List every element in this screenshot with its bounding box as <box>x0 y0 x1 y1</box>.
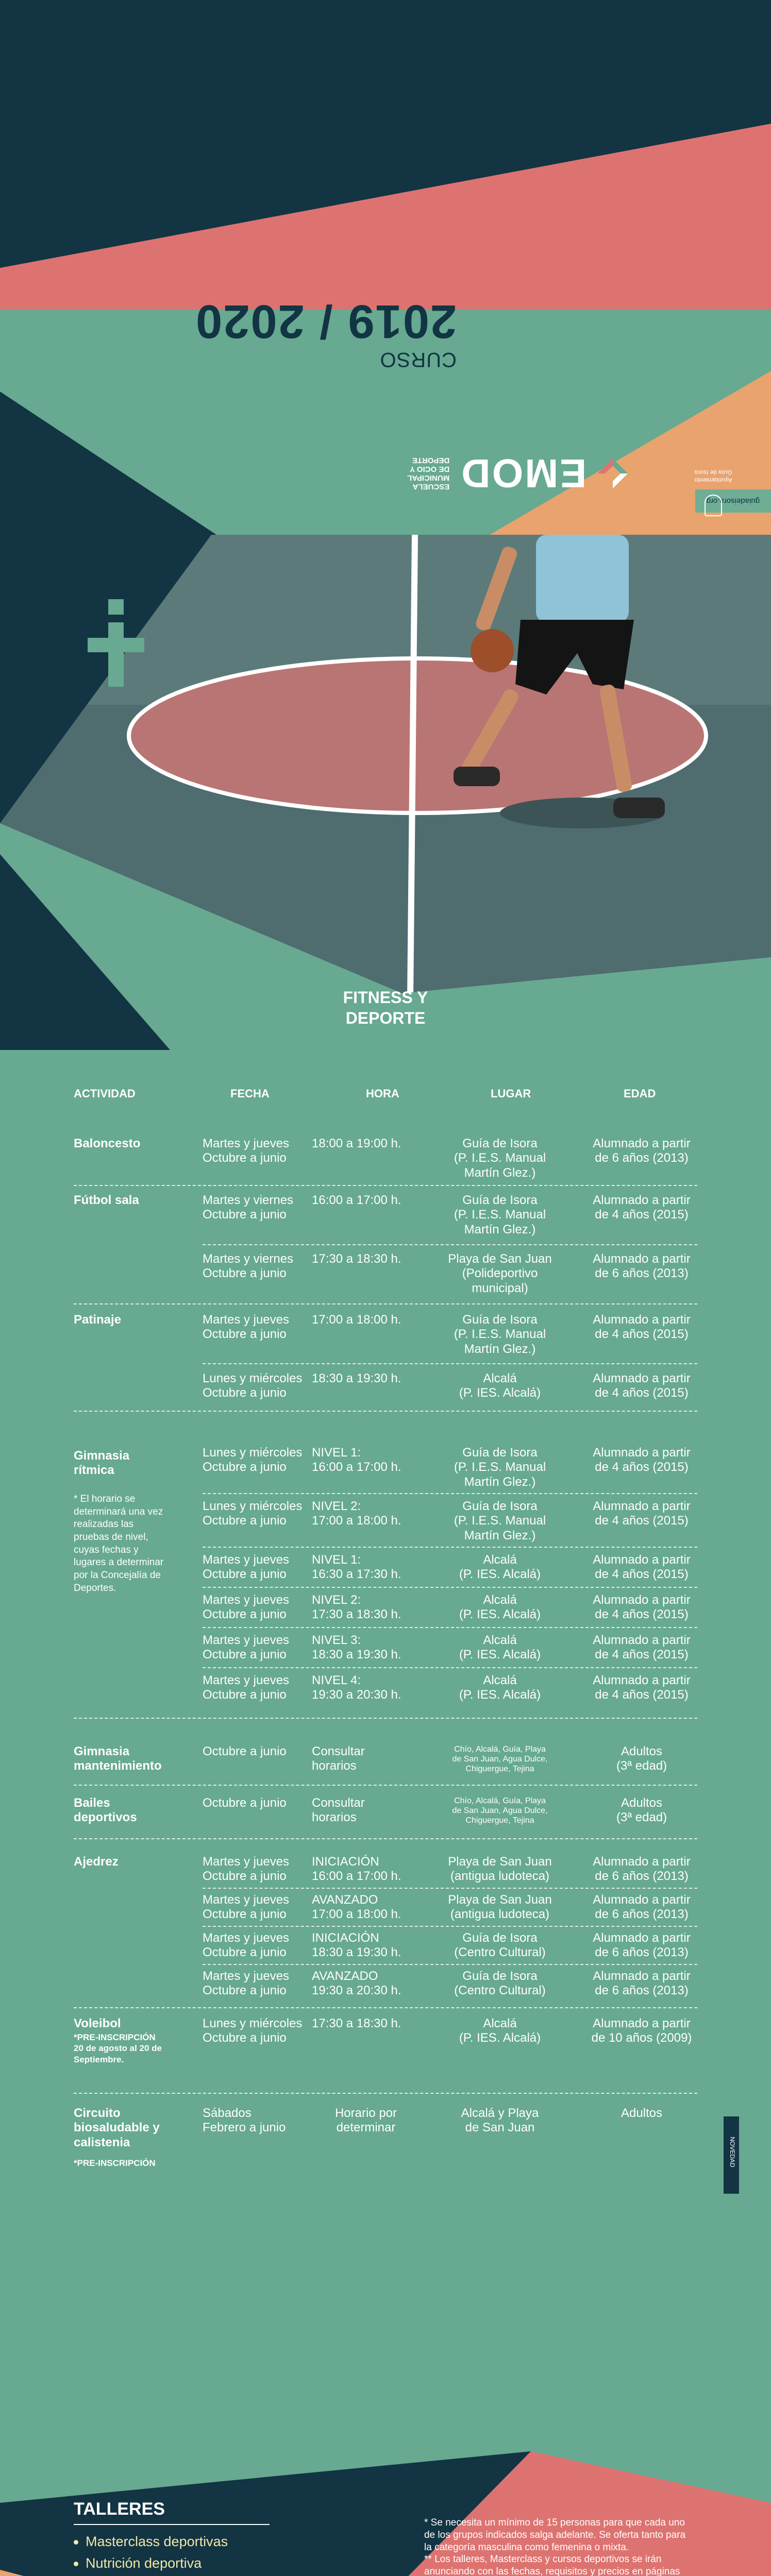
crest-icon <box>705 495 722 516</box>
activity-time: 16:00 a 17:00 h. <box>312 1193 401 1207</box>
activity-date: Martes y viernes Octubre a junio <box>203 1252 294 1281</box>
activity-name: Circuito biosaludable y calistenia <box>74 2106 160 2149</box>
activity-place: Guía de Isora (P. I.E.S. Manual Martín Glez.) <box>454 1137 546 1180</box>
activity-place: Guía de Isora (Centro Cultural) <box>454 1969 546 1998</box>
activity-time: 18:00 a 19:00 h. <box>312 1137 401 1150</box>
activity-place: Playa de San Juan (antigua ludoteca) <box>448 1855 552 1884</box>
talleres-title: TALLERES <box>74 2499 165 2519</box>
cover-section <box>0 0 771 535</box>
activity-age: Alumnado a partir de 6 años (2013) <box>593 1252 691 1281</box>
cover-url-tag: guiadeisora.org <box>695 489 771 513</box>
activity-age: Alumnado a partir de 4 años (2015) <box>593 1553 691 1582</box>
cover-logo-word: EMOD <box>460 451 587 496</box>
activity-age: Alumnado a partir de 4 años (2015) <box>593 1633 691 1662</box>
activity-name: Gimnasia mantenimiento <box>74 1744 162 1773</box>
row-divider <box>74 1411 697 1412</box>
row-divider <box>203 1964 697 1965</box>
activity-place: Alcalá (P. IES. Alcalá) <box>459 1553 541 1582</box>
section-title <box>0 987 771 1028</box>
activity-place: Chío, Alcalá, Guía, Playa de San Juan, Agua Dulce, Chiguergue, Tejina <box>452 1745 548 1774</box>
activity-time: NIVEL 3: 18:30 a 19:30 h. <box>312 1633 401 1662</box>
activity-place: Guía de Isora (P. I.E.S. Manual Martín Glez.) <box>454 1499 546 1543</box>
activity-place: Alcalá (P. IES. Alcalá) <box>459 1673 541 1702</box>
activity-date: Martes y jueves Octubre a junio <box>203 1593 290 1622</box>
list-item <box>74 2555 202 2571</box>
activity-date: Lunes y miércoles Octubre a junio <box>203 1499 303 1528</box>
activity-age: Adultos (3ª edad) <box>616 1744 667 1773</box>
curso-label: CURSO <box>379 348 457 371</box>
header-hora: HORA <box>366 1087 399 1100</box>
activity-date: Martes y viernes Octubre a junio <box>203 1193 294 1222</box>
activity-age: Alumnado a partir de 6 años (2013) <box>593 1931 691 1960</box>
activity-age: Alumnado a partir de 10 años (2009) <box>591 2016 692 2045</box>
activity-age: Adultos (3ª edad) <box>616 1796 667 1825</box>
activity-time: 17:30 a 18:30 h. <box>312 1252 401 1266</box>
row-divider <box>203 1587 697 1588</box>
activity-place: Playa de San Juan (Polideportivo municipal) <box>448 1252 552 1295</box>
activity-place: Alcalá (P. IES. Alcalá) <box>459 1371 541 1400</box>
talleres-section <box>0 2451 771 2576</box>
activity-date: Lunes y miércoles Octubre a junio <box>203 2016 303 2045</box>
activity-date: Octubre a junio <box>203 1744 287 1758</box>
cover-logo-sub <box>407 456 449 492</box>
emod-logo-icon <box>597 457 629 489</box>
activity-place: Chío, Alcalá, Guía, Playa de San Juan, Agua Dulce, Chiguergue, Tejina <box>452 1797 548 1825</box>
activity-date: Sábados Febrero a junio <box>203 2106 286 2135</box>
header-edad: EDAD <box>624 1087 656 1100</box>
activity-date: Martes y jueves Octubre a junio <box>203 1137 290 1165</box>
activity-note: *PRE-INSCRIPCIÓN <box>74 2158 156 2168</box>
row-divider <box>74 1185 697 1186</box>
activity-date: Lunes y miércoles Octubre a junio <box>203 1446 303 1475</box>
activity-age: Alumnado a partir de 6 años (2013) <box>593 1137 691 1165</box>
activity-name: Gimnasia rítmica <box>74 1449 130 1478</box>
activity-note: *PRE-INSCRIPCIÓN 20 de agosto al 20 de Septiembre. <box>74 2032 162 2064</box>
activity-name: Bailes deportivos <box>74 1796 137 1825</box>
activity-time: 18:30 a 19:30 h. <box>312 1371 401 1385</box>
activities-table <box>0 1050 771 2451</box>
section-title-line: FITNESS Y <box>343 988 428 1007</box>
activity-time: NIVEL 1: 16:00 a 17:00 h. <box>312 1446 401 1475</box>
row-divider <box>203 1493 697 1494</box>
list-item-label: Nutrición deportiva <box>86 2555 202 2571</box>
cover-logo-sub-line: DE OCIO Y <box>409 465 450 473</box>
novedad-side-tab <box>724 2116 739 2194</box>
activity-place: Guía de Isora (Centro Cultural) <box>454 1931 546 1960</box>
activity-note: * El horario se determinará una vez realizadas las pruebas de nivel, cuyas fechas y lugares a determinar por la Concejalía de Deportes. <box>74 1494 164 1594</box>
activity-time: Consultar horarios <box>312 1796 365 1825</box>
talleres-notes: * Se necesita un mínimo de 15 personas para que cada uno de los grupos indicados salga adelante. Se oferta tanto para la categoría masculina como femenina o mixta. ** Los talleres, Masterclass y cursos deportivos se irán anunciando con las fechas, requisitos y precios en páginas <box>424 2517 686 2576</box>
row-divider <box>74 1303 697 1304</box>
activity-age: Alumnado a partir de 4 años (2015) <box>593 1193 691 1222</box>
activity-name: Ajedrez <box>74 1855 119 1869</box>
activity-age: Alumnado a partir de 6 años (2013) <box>593 1969 691 1998</box>
row-divider <box>203 1627 697 1628</box>
activity-time: NIVEL 2: 17:00 a 18:00 h. <box>312 1499 401 1528</box>
activity-date: Martes y jueves Octubre a junio <box>203 1553 290 1582</box>
cover-rotated-layer <box>0 0 771 535</box>
activity-place: Playa de San Juan (antigua ludoteca) <box>448 1893 552 1922</box>
activity-age: Alumnado a partir de 4 años (2015) <box>593 1499 691 1528</box>
activity-age: Adultos <box>621 2106 663 2120</box>
activity-place: Alcalá (P. IES. Alcalá) <box>459 1593 541 1622</box>
activity-name: Baloncesto <box>74 1137 141 1150</box>
activity-age: Alumnado a partir de 4 años (2015) <box>593 1446 691 1475</box>
header-fecha: FECHA <box>230 1087 270 1100</box>
activity-age: Alumnado a partir de 6 años (2013) <box>593 1893 691 1922</box>
activity-time: INICIACIÓN 18:30 a 19:30 h. <box>312 1931 401 1960</box>
row-divider <box>74 1838 697 1839</box>
deco-cross-icon <box>88 599 144 687</box>
row-divider <box>203 1244 697 1245</box>
activity-age: Alumnado a partir de 6 años (2013) <box>593 1855 691 1884</box>
activity-place: Alcalá y Playa de San Juan <box>461 2106 539 2135</box>
activity-time: NIVEL 2: 17:30 a 18:30 h. <box>312 1593 401 1622</box>
row-divider <box>203 1888 697 1889</box>
list-item <box>74 2534 228 2550</box>
row-divider <box>203 1363 697 1364</box>
row-divider <box>74 2093 697 2094</box>
activity-time: 17:30 a 18:30 h. <box>312 2016 401 2030</box>
activity-date: Martes y jueves Octubre a junio <box>203 1893 290 1922</box>
activity-time: NIVEL 4: 19:30 a 20:30 h. <box>312 1673 401 1702</box>
cover-crest-caption <box>682 469 744 484</box>
activity-age: Alumnado a partir de 4 años (2015) <box>593 1593 691 1622</box>
activity-place: Alcalá (P. IES. Alcalá) <box>459 2016 541 2045</box>
activity-date: Martes y jueves Octubre a junio <box>203 1931 290 1960</box>
activity-place: Guía de Isora (P. I.E.S. Manual Martín Glez.) <box>454 1313 546 1356</box>
activity-place: Guía de Isora (P. I.E.S. Manual Martín Glez.) <box>454 1446 546 1489</box>
row-divider <box>203 1667 697 1668</box>
activity-date: Octubre a junio <box>203 1796 287 1810</box>
header-actividad: ACTIVIDAD <box>74 1087 136 1100</box>
activity-age: Alumnado a partir de 4 años (2015) <box>593 1313 691 1342</box>
activity-age: Alumnado a partir de 4 años (2015) <box>593 1673 691 1702</box>
row-divider <box>74 1718 697 1719</box>
activity-name: Fútbol sala <box>74 1193 139 1207</box>
list-item-label: Masterclass deportivas <box>86 2534 228 2549</box>
activity-date: Martes y jueves Octubre a junio <box>203 1969 290 1998</box>
activity-time: NIVEL 1: 16:30 a 17:30 h. <box>312 1553 401 1582</box>
curso-year: 2019 / 2020 <box>194 295 457 348</box>
activity-name: Patinaje <box>74 1313 122 1327</box>
activity-date: Martes y jueves Octubre a junio <box>203 1673 290 1702</box>
row-divider <box>74 2007 697 2008</box>
activity-time: Horario por determinar <box>334 2106 397 2135</box>
activity-place: Guía de Isora (P. I.E.S. Manual Martín Glez.) <box>454 1193 546 1236</box>
section-title-line: DEPORTE <box>345 1009 426 1027</box>
activity-time: 17:00 a 18:00 h. <box>312 1313 401 1327</box>
activity-date: Martes y jueves Octubre a junio <box>203 1313 290 1342</box>
cover-logo-sub-line: ESCUELA <box>412 482 450 492</box>
crest-caption-line: Guía de Isora <box>694 469 732 477</box>
row-divider <box>203 1547 697 1548</box>
photo-section <box>0 535 771 1050</box>
activity-time: INICIACIÓN 16:00 a 17:00 h. <box>312 1855 401 1884</box>
activity-time: AVANZADO 17:00 a 18:00 h. <box>312 1893 401 1922</box>
novedad-side-tab-label: NOVEDAD <box>729 2137 736 2167</box>
activity-date: Martes y jueves Octubre a junio <box>203 1633 290 1662</box>
talleres-underline <box>74 2524 270 2525</box>
activity-time: AVANZADO 19:30 a 20:30 h. <box>312 1969 401 1998</box>
activity-date: Martes y jueves Octubre a junio <box>203 1855 290 1884</box>
cover-logo-sub-line: MUNICIPAL <box>407 473 450 483</box>
row-divider <box>74 1785 697 1786</box>
cover-logo-sub-line: DEPORTE <box>412 455 450 465</box>
activity-name: Voleibol <box>74 2016 121 2030</box>
row-divider <box>203 1926 697 1927</box>
bullet-icon <box>74 2540 78 2545</box>
activity-date: Lunes y miércoles Octubre a junio <box>203 1371 303 1400</box>
activity-time: Consultar horarios <box>312 1744 365 1773</box>
header-lugar: LUGAR <box>491 1087 531 1100</box>
activity-age: Alumnado a partir de 4 años (2015) <box>593 1371 691 1400</box>
bullet-icon <box>74 2562 78 2566</box>
crest-caption-line: Ayuntamiento <box>694 476 732 484</box>
cover-logo <box>407 453 629 494</box>
activity-place: Alcalá (P. IES. Alcalá) <box>459 1633 541 1662</box>
